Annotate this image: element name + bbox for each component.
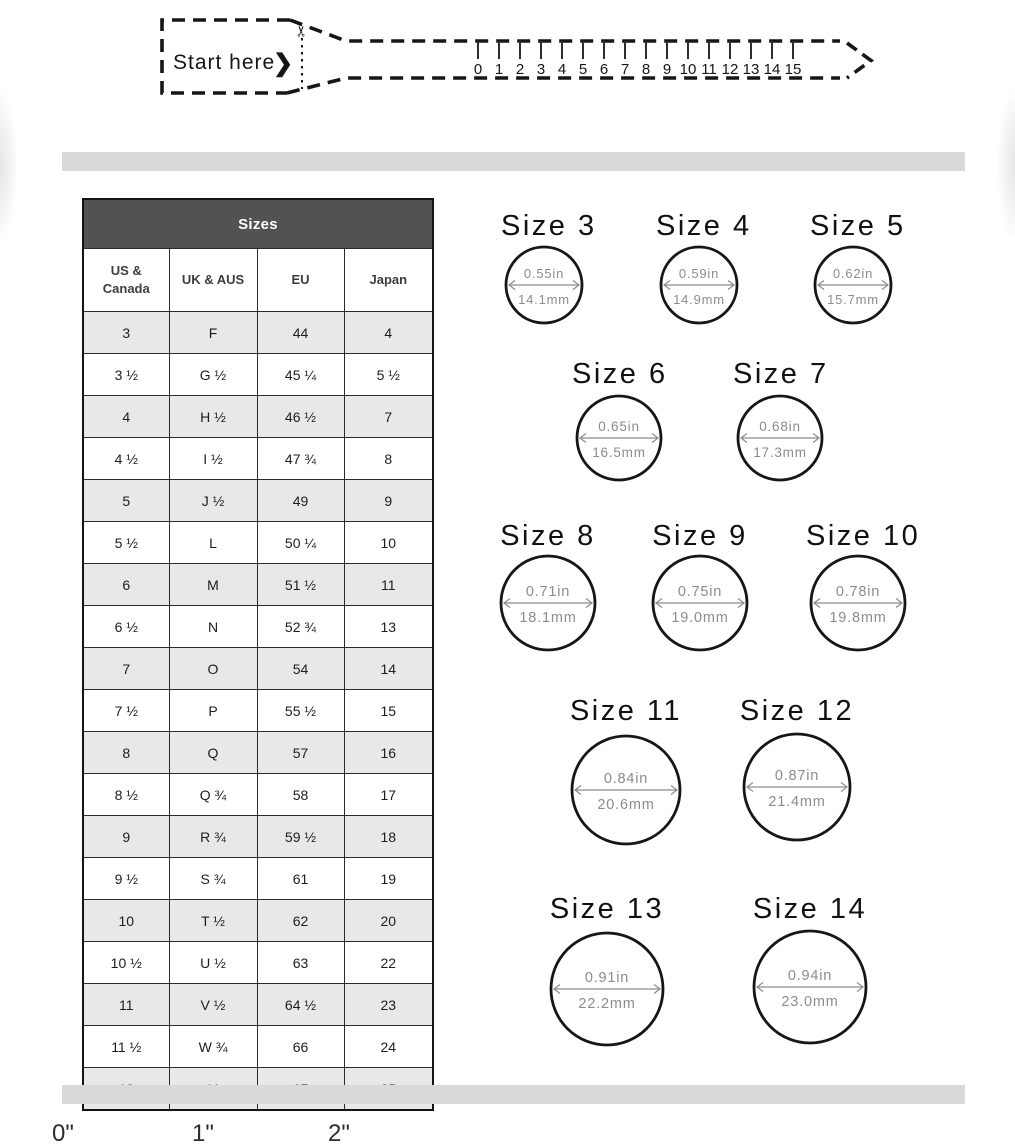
ring-circle: [572, 391, 666, 485]
table-row: [83, 816, 433, 858]
ruler-tick-label: 12: [721, 61, 739, 78]
ruler-tick-label: 6: [599, 61, 609, 78]
ring-circle: [648, 551, 752, 655]
table-cell: 63: [257, 942, 344, 984]
table-cell: 51 ½: [257, 564, 344, 606]
table-cell: 9 ½: [83, 858, 169, 900]
ruler-tick-label: 14: [763, 61, 781, 78]
table-row: [83, 774, 433, 816]
ring-size-label: Size 6: [572, 358, 668, 390]
table-cell: F: [169, 312, 257, 354]
ring-sizer-strip: [150, 5, 890, 110]
ring-circle: [656, 242, 742, 328]
table-row: [83, 942, 433, 984]
ring-diagram: [546, 894, 668, 1055]
table-cell: 8: [83, 732, 169, 774]
table-cell: J ½: [169, 480, 257, 522]
ring-size-label: Size 5: [810, 210, 906, 242]
diameter-inches: 0.75in: [677, 584, 723, 600]
scissors-icon: ✂: [293, 24, 311, 38]
ring-diagram: [656, 210, 752, 333]
table-cell: 3 ½: [83, 354, 169, 396]
table-row: [83, 396, 433, 438]
table-cell: 7: [83, 648, 169, 690]
table-row: [83, 984, 433, 1026]
table-cell: 61: [257, 858, 344, 900]
table-cell: 9: [83, 816, 169, 858]
table-cell: 18: [344, 816, 433, 858]
diameter-mm: 19.0mm: [671, 610, 729, 626]
ring-diagram: [806, 520, 921, 660]
sizer-band-top: [290, 20, 840, 41]
ring-diagram: [749, 894, 871, 1053]
column-header-eu: EU: [257, 249, 344, 312]
ruler-tick-label: 3: [536, 61, 546, 78]
table-cell: H ½: [169, 396, 257, 438]
table-cell: 7: [344, 396, 433, 438]
table-row: [83, 606, 433, 648]
ring-size-label: Size 3: [501, 210, 597, 242]
table-cell: 20: [344, 900, 433, 942]
ring-size-label: Size 10: [806, 520, 921, 552]
ruler-tick-label: 13: [742, 61, 760, 78]
table-row: [83, 354, 433, 396]
table-cell: 10: [344, 522, 433, 564]
sizer-band-bottom: [287, 78, 840, 93]
table-cell: 3: [83, 312, 169, 354]
ring-diagram: [739, 696, 855, 850]
table-header-row: [83, 249, 433, 312]
table-cell: 5 ½: [344, 354, 433, 396]
diameter-inches: 0.59in: [678, 266, 720, 281]
table-title: Sizes: [83, 199, 433, 249]
ruler-tick-label: 4: [557, 61, 567, 78]
diameter-mm: 17.3mm: [753, 445, 807, 460]
table-cell: P: [169, 690, 257, 732]
table-cell: O: [169, 648, 257, 690]
table-row: [83, 900, 433, 942]
column-header-uk-aus: UK & AUS: [169, 249, 257, 312]
ruler-tick-label: 0: [473, 61, 483, 78]
table-row: [83, 480, 433, 522]
ring-size-label: Size 9: [652, 520, 748, 552]
table-cell: 44: [257, 312, 344, 354]
ruler-tick-label: 5: [578, 61, 588, 78]
table-cell: 13: [344, 606, 433, 648]
ring-circle: [496, 551, 600, 655]
ring-diagram: [733, 359, 827, 490]
diameter-inches: 0.65in: [598, 419, 640, 434]
table-cell: 8 ½: [83, 774, 169, 816]
inch-label-1: 1": [192, 1120, 214, 1147]
table-cell: 17: [344, 774, 433, 816]
ring-diagram: [496, 521, 600, 660]
table-cell: Q: [169, 732, 257, 774]
diameter-inches: 0.94in: [787, 968, 833, 984]
table-cell: T ½: [169, 900, 257, 942]
ruler-tick-label: 1: [494, 61, 504, 78]
ruler-tick-label: 9: [662, 61, 672, 78]
table-cell: 22: [344, 942, 433, 984]
start-here-label: Start here: [173, 51, 276, 74]
diameter-inches: 0.71in: [525, 584, 571, 600]
diameter-inches: 0.78in: [835, 584, 881, 600]
table-cell: M: [169, 564, 257, 606]
table-cell: 8: [344, 438, 433, 480]
table-cell: 52 ¾: [257, 606, 344, 648]
ring-diagram: [567, 696, 685, 854]
inch-label-0: 0": [52, 1120, 74, 1147]
ring-size-label: Size 7: [733, 358, 829, 390]
diameter-mm: 20.6mm: [597, 797, 655, 813]
table-row: [83, 858, 433, 900]
inch-label-2: 2": [328, 1120, 350, 1147]
sizer-scale: [474, 41, 802, 78]
diameter-inches: 0.68in: [759, 419, 801, 434]
ring-size-label: Size 12: [739, 695, 855, 727]
table-row: [83, 732, 433, 774]
ruler-tick-label: 15: [784, 61, 802, 78]
table-cell: 46 ½: [257, 396, 344, 438]
table-cell: 66: [257, 1026, 344, 1068]
diameter-inches: 0.55in: [523, 266, 565, 281]
table-cell: 58: [257, 774, 344, 816]
ring-circle: [739, 729, 855, 845]
diameter-inches: 0.84in: [603, 771, 649, 787]
ring-diagram: [572, 359, 666, 490]
table-cell: N: [169, 606, 257, 648]
table-cell: G ½: [169, 354, 257, 396]
sizer-arrow-tip: [847, 43, 871, 78]
table-row: [83, 438, 433, 480]
table-cell: 9: [344, 480, 433, 522]
page-curl-shadow-right: [989, 55, 1015, 275]
ring-circle: [749, 926, 871, 1048]
table-cell: Q ¾: [169, 774, 257, 816]
ruler-tick-label: 10: [679, 61, 697, 78]
table-cell: 14: [344, 648, 433, 690]
table-cell: S ¾: [169, 858, 257, 900]
ring-size-label: Size 14: [752, 893, 868, 925]
table-cell: 4: [344, 312, 433, 354]
ring-circle: [733, 391, 827, 485]
diameter-mm: 14.9mm: [673, 292, 725, 307]
table-cell: 47 ¾: [257, 438, 344, 480]
table-cell: 11: [344, 564, 433, 606]
table-cell: 6 ½: [83, 606, 169, 648]
diameter-inches: 0.62in: [832, 266, 874, 281]
table-cell: 49: [257, 480, 344, 522]
table-cell: 7 ½: [83, 690, 169, 732]
table-cell: 54: [257, 648, 344, 690]
table-cell: 6: [83, 564, 169, 606]
ring-circle: [546, 928, 668, 1050]
ring-size-label: Size 11: [569, 695, 683, 727]
table-cell: I ½: [169, 438, 257, 480]
ruler-tick-label: 2: [515, 61, 525, 78]
table-cell: 55 ½: [257, 690, 344, 732]
table-row: [83, 690, 433, 732]
table-row: [83, 522, 433, 564]
diameter-inches: 0.87in: [774, 768, 820, 784]
table-cell: 10: [83, 900, 169, 942]
divider-bar-bottom: [62, 1085, 965, 1104]
table-cell: U ½: [169, 942, 257, 984]
table-cell: 45 ¼: [257, 354, 344, 396]
ring-circle: [501, 242, 587, 328]
ring-size-label: Size 8: [500, 520, 596, 552]
page-curl-shadow-left: [0, 55, 26, 275]
diameter-mm: 16.5mm: [592, 445, 646, 460]
table-cell: 4 ½: [83, 438, 169, 480]
table-cell: 59 ½: [257, 816, 344, 858]
column-header-us-canada: US & Canada: [83, 249, 169, 312]
table-cell: 62: [257, 900, 344, 942]
table-cell: 16: [344, 732, 433, 774]
table-cell: 5: [83, 480, 169, 522]
column-header-japan: Japan: [344, 249, 433, 312]
diameter-inches: 0.91in: [584, 970, 630, 986]
table-row: [83, 1026, 433, 1068]
table-cell: 50 ¼: [257, 522, 344, 564]
ring-size-label: Size 13: [549, 893, 665, 925]
table-cell: L: [169, 522, 257, 564]
ruler-tick-label: 7: [620, 61, 630, 78]
table-cell: 11 ½: [83, 1026, 169, 1068]
table-row: [83, 312, 433, 354]
ring-diagram: [501, 210, 597, 333]
diameter-mm: 15.7mm: [827, 292, 879, 307]
table-cell: 64 ½: [257, 984, 344, 1026]
divider-bar-top: [62, 152, 965, 171]
table-row: [83, 648, 433, 690]
table-cell: 4: [83, 396, 169, 438]
table-cell: 15: [344, 690, 433, 732]
table-cell: W ¾: [169, 1026, 257, 1068]
ring-circle: [806, 551, 910, 655]
diameter-mm: 18.1mm: [519, 610, 577, 626]
diameter-mm: 21.4mm: [768, 794, 826, 810]
ring-size-label: Size 4: [656, 210, 752, 242]
ring-diagram: [810, 210, 906, 333]
diameter-mm: 22.2mm: [578, 996, 636, 1012]
chevron-right-icon: ❯: [273, 50, 294, 77]
table-cell: 11: [83, 984, 169, 1026]
diameter-mm: 23.0mm: [781, 994, 839, 1010]
ring-circle: [810, 242, 896, 328]
size-conversion-table: [82, 198, 432, 1111]
table-cell: R ¾: [169, 816, 257, 858]
ring-circle: [567, 731, 685, 849]
table-cell: 24: [344, 1026, 433, 1068]
table-cell: 19: [344, 858, 433, 900]
table-cell: 23: [344, 984, 433, 1026]
diameter-mm: 19.8mm: [829, 610, 887, 626]
table-row: [83, 564, 433, 606]
table-cell: 57: [257, 732, 344, 774]
ruler-tick-label: 8: [641, 61, 651, 78]
table-cell: V ½: [169, 984, 257, 1026]
diameter-mm: 14.1mm: [518, 292, 570, 307]
table-cell: 10 ½: [83, 942, 169, 984]
ruler-tick-label: 11: [701, 61, 717, 78]
table-cell: 5 ½: [83, 522, 169, 564]
ring-diagram: [648, 521, 752, 660]
